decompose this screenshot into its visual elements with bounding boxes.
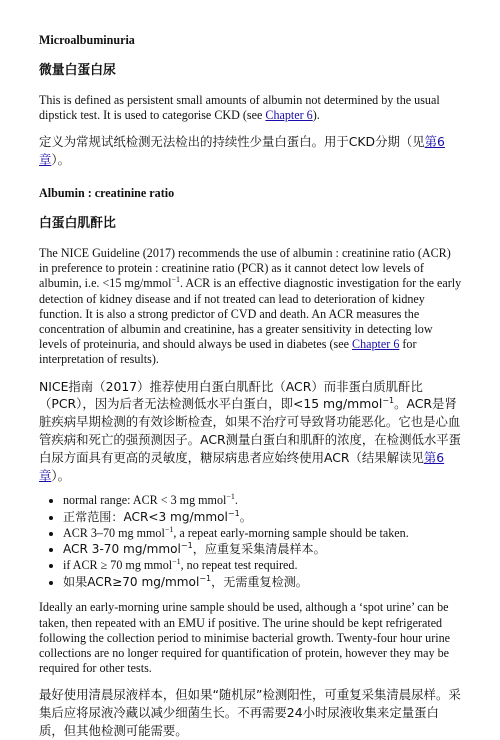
- list-item: [63, 574, 462, 591]
- text: This is defined as persistent small amounts of albumin not determined by the usual dipstick test. It is used to categorise CKD (see: [39, 93, 440, 123]
- superscript: −1: [227, 509, 240, 519]
- text: 定义为常规试纸检测无法检出的持续性少量白蛋白。用于CKD分期（见: [39, 134, 425, 150]
- text: normal range: ACR < 3 mg mmol: [63, 493, 227, 508]
- text: , no repeat test required.: [180, 558, 298, 572]
- text: 正常范围：ACR<3 mg/mmol: [63, 510, 228, 525]
- chapter-6-link[interactable]: Chapter 6: [265, 108, 313, 123]
- superscript: −1: [171, 275, 180, 285]
- text: NICE指南（2017）推荐使用白蛋白肌酐比（ACR）而非蛋白质肌酐比（PCR），因为后者无法检测低水平白蛋白，即<15 mg/mmol: [39, 378, 423, 412]
- superscript: −1: [172, 556, 181, 566]
- text: The NICE Guideline (2017) recommends the use of albumin : creatinine ratio (ACR) in preference to protein : creatinine ratio (PCR) as it cannot detect low levels of albumin, i.e. <15 mg/mmol: [39, 246, 451, 291]
- heading-microalbuminuria-zh: 微量白蛋白尿: [39, 63, 116, 79]
- text: ）。: [51, 467, 70, 483]
- paragraph-microalbuminuria-definition: [39, 93, 462, 123]
- text: for interpretation of results).: [39, 337, 417, 367]
- chapter-6-link-zh[interactable]: 第6章: [39, 449, 445, 483]
- list-item: [63, 493, 462, 509]
- text: ，无需重复检测。: [211, 574, 308, 589]
- list-item: [63, 509, 462, 526]
- paragraph-urine-sample-zh: 最好使用清晨尿液样本，但如果“随机尿”检测阳性，可重复采集清晨尿样。采集后应将尿液冷藏以减少细菌生长。不再需要24小时尿液收集来定量蛋白质，但其他检测可能需要。: [39, 687, 461, 738]
- text: .: [234, 493, 238, 508]
- chapter-6-link-zh[interactable]: 第6章: [39, 134, 445, 168]
- acr-ranges-list: [39, 493, 462, 590]
- text: ACR 3–70 mg mmol: [63, 525, 165, 540]
- list-item: [63, 541, 462, 558]
- text: 。: [239, 510, 252, 525]
- heading-microalbuminuria: Microalbuminuria: [39, 33, 135, 47]
- heading-acr: Albumin : creatinine ratio: [39, 186, 175, 200]
- list-item: [63, 526, 462, 542]
- text: . ACR is an effective diagnostic investigation for the early detection of kidney disease and if not treated can lead to deterioration of kidney function. It is also a strong predictor of CVD and death. An ACR measures the concentration of albumin and creatinine, has a greater sensitivity in detecting low levels of proteinuria, and should always be used in diabetes (see: [39, 276, 462, 352]
- superscript: −1: [382, 396, 395, 406]
- text: , a repeat early-morning sample should be taken.: [173, 525, 409, 540]
- superscript: −1: [164, 524, 174, 534]
- paragraph-acr-nice: [39, 246, 462, 368]
- paragraph-microalbuminuria-definition-zh: [39, 133, 462, 169]
- paragraph-acr-nice-zh: [39, 378, 462, 485]
- paragraph-urine-sample: Ideally an early-morning urine sample should be used, although a ‘spot urine’ can be taken, then repeated with an EMU if positive. The urine should be kept refrigerated following the collection period to minimise bacterial growth. Twenty-four hour urine collections are no longer required for quantification of protein, however they may be required for other tests.: [39, 600, 451, 676]
- text: ).: [312, 108, 320, 123]
- heading-acr-zh: 白蛋白肌酐比: [39, 216, 116, 232]
- text: 。ACR是肾脏疾病早期检测的有效诊断检查，如果不治疗可导致肾功能恶化。它也是心血管疾病和死亡的强预测因子。ACR测量白蛋白和肌酐的浓度，在检测低水平蛋白尿方面具有更高的灵敏度，糖尿病患者应始终使用ACR（结果解读见: [39, 396, 462, 465]
- superscript: −1: [180, 541, 193, 551]
- text: ）。: [51, 152, 70, 168]
- text: ，应重复采集清晨样本。: [192, 542, 326, 557]
- superscript: −1: [226, 492, 235, 502]
- chapter-6-link[interactable]: Chapter 6: [352, 337, 400, 352]
- text: ACR 3-70 mg/mmol: [63, 542, 181, 557]
- text: 如果ACR≥70 mg/mmol: [63, 574, 200, 589]
- superscript: −1: [199, 573, 212, 583]
- text: if ACR ≥ 70 mg mmol: [63, 558, 173, 572]
- list-item: [63, 558, 462, 574]
